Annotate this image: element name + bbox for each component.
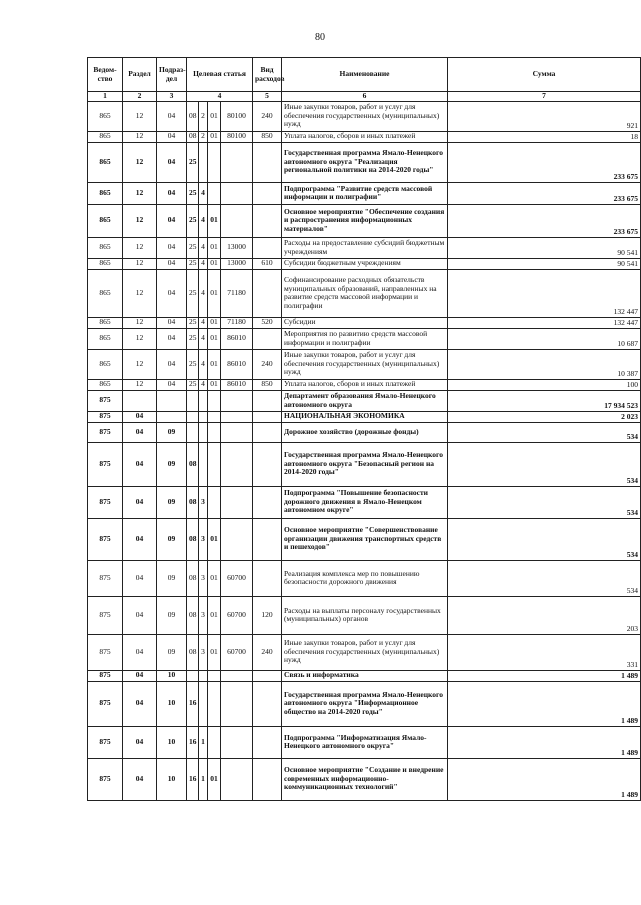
cell-target-subprogram: 4 <box>199 269 208 317</box>
cell-razdel: 04 <box>123 726 157 758</box>
cell-podrazdel: 04 <box>157 349 187 379</box>
table-row <box>88 670 641 681</box>
cell-name: Иные закупки товаров, работ и услуг для обеспечения государственных (муниципальных) нужд <box>282 349 448 379</box>
cell-target-subprogram <box>199 670 208 681</box>
cell-razdel: 04 <box>123 486 157 518</box>
cell-vedomstvo: 875 <box>88 422 123 442</box>
header-vedomstvo: Ведом-ство <box>88 58 123 92</box>
cell-target-event: 01 <box>208 258 221 269</box>
cell-target-program: 08 <box>187 442 199 486</box>
header-vid: Вид расходов <box>253 58 282 92</box>
cell-name: Реализация комплекса мер по повышению безопасности дорожного движения <box>282 560 448 596</box>
table-row <box>88 560 641 596</box>
cell-vedomstvo: 875 <box>88 634 123 670</box>
table-row <box>88 681 641 726</box>
index-cell: 5 <box>253 92 282 102</box>
cell-target-direction <box>221 411 253 422</box>
cell-razdel: 12 <box>123 204 157 237</box>
cell-podrazdel: 10 <box>157 758 187 800</box>
cell-sum: 1 489 <box>448 758 641 800</box>
cell-expense-type <box>253 486 282 518</box>
cell-target-direction: 86010 <box>221 379 253 390</box>
cell-target-event: 01 <box>208 101 221 131</box>
header-row <box>88 58 641 92</box>
cell-razdel: 12 <box>123 142 157 182</box>
cell-sum: 534 <box>448 486 641 518</box>
cell-razdel <box>123 390 157 411</box>
cell-target-subprogram: 4 <box>199 317 208 328</box>
cell-razdel: 12 <box>123 182 157 204</box>
cell-vedomstvo: 865 <box>88 269 123 317</box>
cell-target-program: 25 <box>187 317 199 328</box>
cell-expense-type: 240 <box>253 349 282 379</box>
cell-sum: 233 675 <box>448 204 641 237</box>
cell-target-subprogram: 3 <box>199 634 208 670</box>
cell-sum: 233 675 <box>448 182 641 204</box>
cell-name: Дорожное хозяйство (дорожные фонды) <box>282 422 448 442</box>
cell-target-direction <box>221 442 253 486</box>
cell-target-event: 01 <box>208 379 221 390</box>
index-cell: 7 <box>448 92 641 102</box>
cell-target-event <box>208 182 221 204</box>
cell-podrazdel: 04 <box>157 131 187 142</box>
cell-vedomstvo: 865 <box>88 258 123 269</box>
cell-name: Мероприятия по развитию средств массовой информации и полиграфии <box>282 328 448 349</box>
cell-name: Основное мероприятие "Создание и внедрение современных информационно-коммуникационных технологий" <box>282 758 448 800</box>
cell-target-direction: 13000 <box>221 237 253 258</box>
cell-target-event: 01 <box>208 269 221 317</box>
cell-razdel: 12 <box>123 349 157 379</box>
table-row <box>88 379 641 390</box>
cell-razdel: 12 <box>123 237 157 258</box>
cell-expense-type: 610 <box>253 258 282 269</box>
cell-vedomstvo: 865 <box>88 328 123 349</box>
cell-razdel: 04 <box>123 560 157 596</box>
cell-target-direction: 60700 <box>221 634 253 670</box>
cell-vedomstvo: 865 <box>88 379 123 390</box>
table-row <box>88 442 641 486</box>
index-cell: 6 <box>282 92 448 102</box>
cell-sum: 233 675 <box>448 142 641 182</box>
table-row <box>88 204 641 237</box>
cell-target-event: 01 <box>208 131 221 142</box>
cell-podrazdel: 04 <box>157 182 187 204</box>
cell-razdel: 12 <box>123 328 157 349</box>
cell-podrazdel: 04 <box>157 258 187 269</box>
cell-razdel: 04 <box>123 596 157 634</box>
cell-razdel: 04 <box>123 411 157 422</box>
cell-expense-type: 850 <box>253 379 282 390</box>
cell-vedomstvo: 875 <box>88 681 123 726</box>
table-row <box>88 182 641 204</box>
cell-name: НАЦИОНАЛЬНАЯ ЭКОНОМИКА <box>282 411 448 422</box>
cell-podrazdel: 10 <box>157 681 187 726</box>
cell-target-event <box>208 681 221 726</box>
cell-podrazdel: 04 <box>157 142 187 182</box>
table-row <box>88 518 641 560</box>
table-row <box>88 390 641 411</box>
cell-podrazdel: 04 <box>157 328 187 349</box>
cell-sum: 534 <box>448 560 641 596</box>
cell-vedomstvo: 875 <box>88 411 123 422</box>
cell-razdel: 04 <box>123 758 157 800</box>
cell-target-direction <box>221 726 253 758</box>
cell-name: Департамент образования Ямало-Ненецкого автономного округа <box>282 390 448 411</box>
cell-name: Подпрограмма "Повышение безопасности дорожного движения в Ямало-Ненецком автономном округе" <box>282 486 448 518</box>
cell-podrazdel: 09 <box>157 634 187 670</box>
cell-target-subprogram: 3 <box>199 596 208 634</box>
cell-target-program <box>187 390 199 411</box>
cell-target-direction: 13000 <box>221 258 253 269</box>
cell-podrazdel: 09 <box>157 486 187 518</box>
index-cell: 4 <box>187 92 253 102</box>
cell-expense-type <box>253 142 282 182</box>
table-row <box>88 758 641 800</box>
cell-expense-type <box>253 726 282 758</box>
cell-razdel: 12 <box>123 101 157 131</box>
cell-expense-type: 520 <box>253 317 282 328</box>
cell-expense-type <box>253 204 282 237</box>
cell-target-subprogram: 3 <box>199 518 208 560</box>
cell-name: Субсидии <box>282 317 448 328</box>
cell-vedomstvo: 875 <box>88 726 123 758</box>
cell-sum: 132 447 <box>448 269 641 317</box>
cell-target-direction <box>221 758 253 800</box>
header-name: Наименование <box>282 58 448 92</box>
cell-target-event <box>208 442 221 486</box>
index-cell: 3 <box>157 92 187 102</box>
cell-razdel: 12 <box>123 269 157 317</box>
cell-target-event: 01 <box>208 758 221 800</box>
cell-sum: 18 <box>448 131 641 142</box>
cell-vedomstvo: 865 <box>88 142 123 182</box>
cell-expense-type <box>253 681 282 726</box>
cell-target-direction: 86010 <box>221 328 253 349</box>
table-row <box>88 596 641 634</box>
cell-podrazdel: 04 <box>157 101 187 131</box>
cell-expense-type <box>253 269 282 317</box>
cell-razdel: 04 <box>123 518 157 560</box>
cell-sum: 921 <box>448 101 641 131</box>
cell-target-subprogram <box>199 411 208 422</box>
cell-target-event <box>208 726 221 758</box>
cell-target-direction: 80100 <box>221 131 253 142</box>
cell-razdel: 04 <box>123 442 157 486</box>
cell-sum: 17 934 523 <box>448 390 641 411</box>
cell-target-program: 25 <box>187 258 199 269</box>
cell-target-subprogram: 4 <box>199 258 208 269</box>
cell-expense-type: 120 <box>253 596 282 634</box>
cell-target-subprogram <box>199 681 208 726</box>
cell-name: Государственная программа Ямало-Ненецкого автономного округа "Информационное общество на 2014-2020 годы" <box>282 681 448 726</box>
cell-vedomstvo: 865 <box>88 182 123 204</box>
cell-target-subprogram: 1 <box>199 758 208 800</box>
cell-target-program: 08 <box>187 560 199 596</box>
cell-target-event: 01 <box>208 317 221 328</box>
table-row <box>88 101 641 131</box>
cell-expense-type <box>253 411 282 422</box>
cell-name: Подпрограмма "Информатизация Ямало-Ненецкого автономного округа" <box>282 726 448 758</box>
cell-target-program: 25 <box>187 349 199 379</box>
cell-expense-type <box>253 518 282 560</box>
cell-podrazdel: 04 <box>157 204 187 237</box>
cell-name: Уплата налогов, сборов и иных платежей <box>282 379 448 390</box>
cell-expense-type <box>253 390 282 411</box>
cell-vedomstvo: 875 <box>88 442 123 486</box>
cell-target-event: 01 <box>208 328 221 349</box>
cell-sum: 1 489 <box>448 726 641 758</box>
cell-name: Государственная программа Ямало-Ненецкого автономного округа "Безопасный регион на 2014-2020 годы" <box>282 442 448 486</box>
cell-target-event: 01 <box>208 518 221 560</box>
cell-vedomstvo: 865 <box>88 349 123 379</box>
cell-name: Основное мероприятие "Совершенствование организации движения транспортных средств и пешеходов" <box>282 518 448 560</box>
cell-vedomstvo: 875 <box>88 758 123 800</box>
cell-target-program: 08 <box>187 518 199 560</box>
cell-expense-type <box>253 758 282 800</box>
cell-target-program: 25 <box>187 237 199 258</box>
cell-podrazdel: 09 <box>157 560 187 596</box>
cell-razdel: 04 <box>123 681 157 726</box>
cell-expense-type <box>253 560 282 596</box>
cell-target-event <box>208 486 221 518</box>
cell-razdel: 12 <box>123 379 157 390</box>
cell-target-event: 01 <box>208 596 221 634</box>
cell-target-event: 01 <box>208 237 221 258</box>
cell-target-program: 08 <box>187 486 199 518</box>
cell-vedomstvo: 875 <box>88 518 123 560</box>
cell-target-direction <box>221 486 253 518</box>
index-cell: 2 <box>123 92 157 102</box>
cell-target-program: 25 <box>187 142 199 182</box>
cell-target-program: 08 <box>187 131 199 142</box>
cell-name: Иные закупки товаров, работ и услуг для обеспечения государственных (муниципальных) нужд <box>282 101 448 131</box>
cell-target-subprogram: 3 <box>199 560 208 596</box>
cell-sum: 90 541 <box>448 258 641 269</box>
cell-target-program: 16 <box>187 681 199 726</box>
page-number: 80 <box>315 32 325 43</box>
cell-target-program: 16 <box>187 758 199 800</box>
cell-vedomstvo: 875 <box>88 486 123 518</box>
cell-podrazdel: 10 <box>157 726 187 758</box>
cell-sum: 10 687 <box>448 328 641 349</box>
cell-target-program <box>187 670 199 681</box>
cell-target-direction: 86010 <box>221 349 253 379</box>
cell-name: Связь и информатика <box>282 670 448 681</box>
cell-expense-type <box>253 182 282 204</box>
cell-razdel: 12 <box>123 258 157 269</box>
cell-expense-type: 850 <box>253 131 282 142</box>
table-row <box>88 269 641 317</box>
cell-vedomstvo: 865 <box>88 317 123 328</box>
cell-target-event: 01 <box>208 204 221 237</box>
cell-target-direction: 80100 <box>221 101 253 131</box>
cell-podrazdel: 04 <box>157 269 187 317</box>
cell-sum: 331 <box>448 634 641 670</box>
cell-podrazdel <box>157 390 187 411</box>
cell-target-subprogram: 4 <box>199 349 208 379</box>
cell-target-subprogram <box>199 422 208 442</box>
cell-name: Подпрограмма "Развитие средств массовой информации и полиграфии" <box>282 182 448 204</box>
cell-target-direction <box>221 182 253 204</box>
cell-expense-type <box>253 442 282 486</box>
cell-name: Софинансирование расходных обязательств муниципальных образований, направленных на развитие средств массовой информации и полиграфии <box>282 269 448 317</box>
cell-target-program: 16 <box>187 726 199 758</box>
cell-sum: 2 023 <box>448 411 641 422</box>
cell-target-subprogram <box>199 442 208 486</box>
cell-vedomstvo: 875 <box>88 390 123 411</box>
cell-sum: 10 387 <box>448 349 641 379</box>
cell-target-subprogram: 4 <box>199 237 208 258</box>
cell-name: Иные закупки товаров, работ и услуг для обеспечения государственных (муниципальных) нужд <box>282 634 448 670</box>
cell-expense-type: 240 <box>253 634 282 670</box>
cell-vedomstvo: 865 <box>88 131 123 142</box>
cell-target-event <box>208 422 221 442</box>
table-row <box>88 726 641 758</box>
table-row <box>88 349 641 379</box>
table-row <box>88 258 641 269</box>
cell-sum: 534 <box>448 442 641 486</box>
cell-podrazdel: 09 <box>157 422 187 442</box>
table-row <box>88 317 641 328</box>
header-sum: Сумма <box>448 58 641 92</box>
cell-podrazdel: 04 <box>157 317 187 328</box>
index-cell: 1 <box>88 92 123 102</box>
cell-sum: 203 <box>448 596 641 634</box>
cell-target-direction: 60700 <box>221 596 253 634</box>
cell-sum: 100 <box>448 379 641 390</box>
table-row <box>88 422 641 442</box>
cell-name: Расходы на выплаты персоналу государственных (муниципальных) органов <box>282 596 448 634</box>
cell-target-subprogram <box>199 142 208 182</box>
cell-target-subprogram: 3 <box>199 486 208 518</box>
cell-target-program: 25 <box>187 379 199 390</box>
cell-razdel: 12 <box>123 131 157 142</box>
cell-name: Субсидии бюджетным учреждениям <box>282 258 448 269</box>
cell-target-event <box>208 142 221 182</box>
cell-expense-type: 240 <box>253 101 282 131</box>
cell-target-direction <box>221 390 253 411</box>
cell-vedomstvo: 865 <box>88 101 123 131</box>
cell-razdel: 12 <box>123 317 157 328</box>
index-row <box>88 92 641 102</box>
cell-target-subprogram: 4 <box>199 182 208 204</box>
cell-target-program: 08 <box>187 596 199 634</box>
cell-target-program: 25 <box>187 269 199 317</box>
cell-target-direction <box>221 142 253 182</box>
cell-target-event <box>208 411 221 422</box>
cell-podrazdel: 09 <box>157 596 187 634</box>
cell-podrazdel <box>157 411 187 422</box>
cell-target-event: 01 <box>208 349 221 379</box>
cell-target-direction: 71180 <box>221 269 253 317</box>
cell-razdel: 04 <box>123 634 157 670</box>
cell-expense-type <box>253 670 282 681</box>
cell-podrazdel: 04 <box>157 379 187 390</box>
cell-target-program: 25 <box>187 204 199 237</box>
cell-podrazdel: 09 <box>157 442 187 486</box>
cell-target-subprogram: 4 <box>199 204 208 237</box>
cell-razdel: 04 <box>123 670 157 681</box>
cell-target-direction <box>221 204 253 237</box>
cell-target-direction: 71180 <box>221 317 253 328</box>
cell-name: Расходы на предоставление субсидий бюджетным учреждениям <box>282 237 448 258</box>
cell-podrazdel: 10 <box>157 670 187 681</box>
cell-expense-type <box>253 328 282 349</box>
cell-sum: 90 541 <box>448 237 641 258</box>
budget-table <box>87 57 641 801</box>
cell-expense-type <box>253 237 282 258</box>
cell-expense-type <box>253 422 282 442</box>
cell-razdel: 04 <box>123 422 157 442</box>
cell-name: Основное мероприятие "Обеспечение создания и распространения информационных материалов" <box>282 204 448 237</box>
header-podrazdel: Подраз-дел <box>157 58 187 92</box>
cell-target-direction <box>221 422 253 442</box>
cell-target-event: 01 <box>208 634 221 670</box>
cell-sum: 534 <box>448 518 641 560</box>
cell-target-direction <box>221 670 253 681</box>
cell-target-event <box>208 670 221 681</box>
cell-vedomstvo: 865 <box>88 237 123 258</box>
table-row <box>88 486 641 518</box>
table-row <box>88 328 641 349</box>
cell-podrazdel: 04 <box>157 237 187 258</box>
cell-target-subprogram: 1 <box>199 726 208 758</box>
table-row <box>88 237 641 258</box>
cell-target-subprogram <box>199 390 208 411</box>
cell-target-subprogram: 4 <box>199 379 208 390</box>
cell-target-direction <box>221 681 253 726</box>
table-row <box>88 634 641 670</box>
table-body <box>88 101 641 800</box>
cell-podrazdel: 09 <box>157 518 187 560</box>
cell-target-program: 08 <box>187 634 199 670</box>
cell-target-program: 25 <box>187 328 199 349</box>
cell-name: Государственная программа Ямало-Ненецкого автономного округа "Реализация региональной политики на 2014-2020 годы" <box>282 142 448 182</box>
cell-target-direction: 60700 <box>221 560 253 596</box>
cell-target-program: 25 <box>187 182 199 204</box>
cell-sum: 1 489 <box>448 681 641 726</box>
header-razdel: Раздел <box>123 58 157 92</box>
cell-target-program <box>187 411 199 422</box>
cell-target-subprogram: 2 <box>199 101 208 131</box>
cell-target-program <box>187 422 199 442</box>
cell-vedomstvo: 875 <box>88 596 123 634</box>
cell-target-subprogram: 2 <box>199 131 208 142</box>
cell-vedomstvo: 875 <box>88 560 123 596</box>
cell-target-event <box>208 390 221 411</box>
cell-sum: 1 489 <box>448 670 641 681</box>
cell-target-subprogram: 4 <box>199 328 208 349</box>
header-celevaya: Целевая статья <box>187 58 253 92</box>
cell-sum: 132 447 <box>448 317 641 328</box>
cell-name: Уплата налогов, сборов и иных платежей <box>282 131 448 142</box>
table-row <box>88 411 641 422</box>
cell-sum: 534 <box>448 422 641 442</box>
cell-target-event: 01 <box>208 560 221 596</box>
table-row <box>88 142 641 182</box>
cell-vedomstvo: 865 <box>88 204 123 237</box>
cell-target-direction <box>221 518 253 560</box>
cell-vedomstvo: 875 <box>88 670 123 681</box>
cell-target-program: 08 <box>187 101 199 131</box>
table-row <box>88 131 641 142</box>
